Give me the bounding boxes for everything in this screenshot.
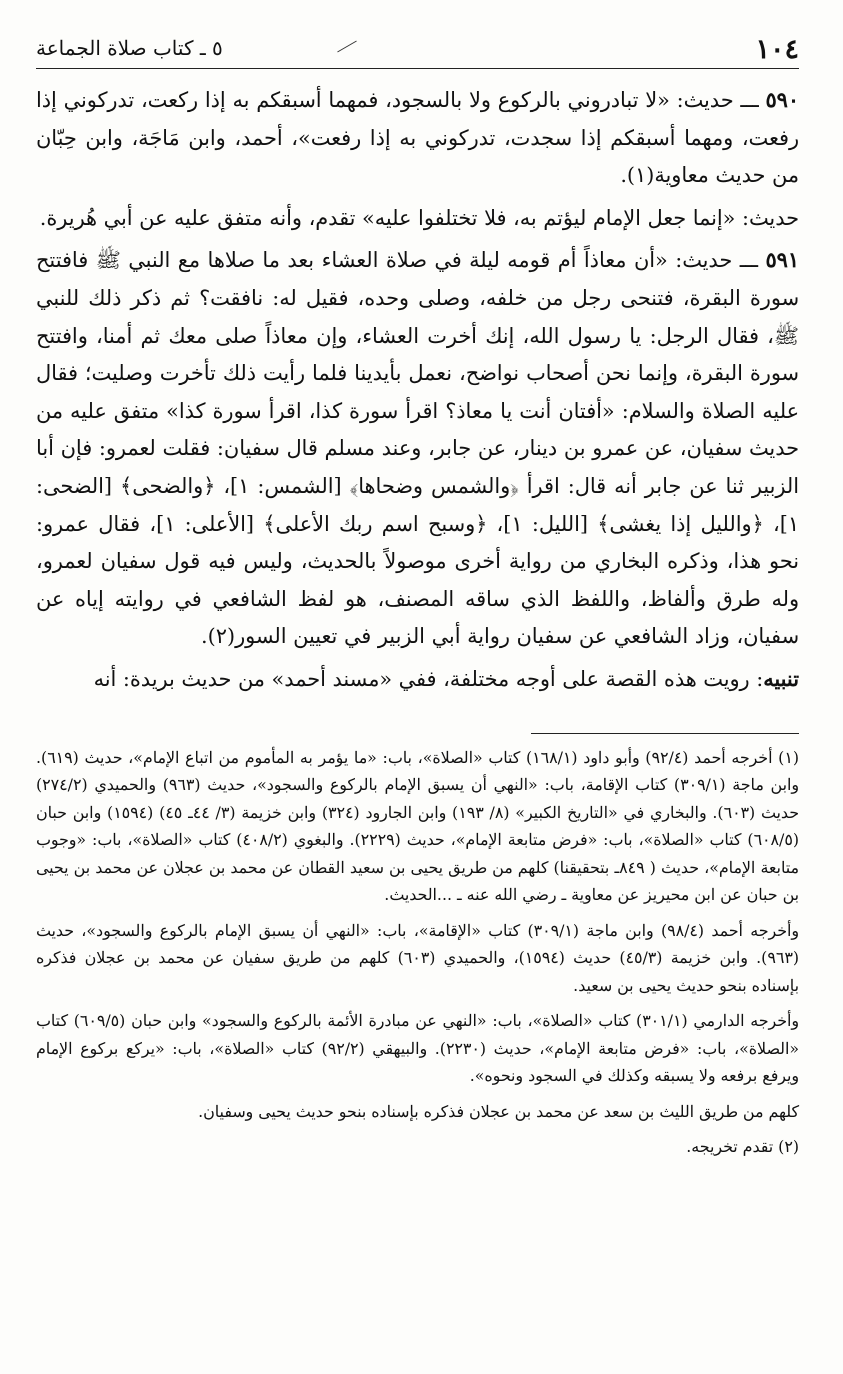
margin-mark (337, 41, 357, 53)
footnote-1: (١) أخرجه أحمد (٩٢/٤) وأبو داود (١٦٨/١) كتاب «الصلاة»، باب: «ما يؤمر به المأموم من اتباع الإمام»، حديث (٦١٩). وابن ماجة (٣٠٩/١) كتاب الإقامة، باب: «النهي أن يسبق الإمام بالركوع والسجود»، حديث (٩٦٣) والحميدي (٢٧٤/٢) حديث (٦٠٣). والبخاري في «التاريخ الكبير» (٨/ ١٩٣) وابن الجارود (٣٢٤) وابن خزيمة (٣/ ٤٤ـ ٤٥) (١٥٩٤) وابن حبان (٦٠٨/٥) كتاب «الصلاة»، باب: «فرض متابعة الإمام»، حديث (٢٢٢٩). والبغوي (٤٠٨/٢) كتاب «الصلاة»، باب: «وجوب متابعة الإمام»، حديث ( ٨٤٩ـ بتحقيقنا) كلهم من طريق يحيى بن سعيد القطان عن محمد بن عجلان عن محمد بن يحيى بن حبان عن ابن محيريز عن معاوية ـ رضي الله عنه ـ ...الحديث. (36, 747, 799, 904)
tanbih-label: تنبيه (763, 665, 799, 691)
paragraph-text: ـــ حديث: «أن معاذاً أم قومه ليلة في صلاة العشاء بعد ما صلاها مع النبي ﷺ فافتتح سورة البقرة، فتنحى رجل من خلفه، وصلى وحده، فقيل له: نافقت؟ ثم ذكر ذلك للنبي ﷺ، فقال الرجل: يا رسول الله، إنك أخرت العشاء، وإن معاذاً صلى معك ثم أمنا، وافتتح سورة البقرة، وإنما نحن أصحاب نواضح، نعمل بأيدينا فلما رأيت ذلك تأخرت وصليت؛ فقال عليه الصلاة والسلام: «أفتان أنت يا معاذ؟ اقرأ سورة كذا، اقرأ سورة كذا» متفق عليه من حديث سفيان، عن عمرو بن دينار، عن جابر، وعند مسلم قال سفيان: فقلت لعمرو: فإن أبا الزبير ثنا عن جابر أنه قال: اقرأ ﴿والشمس وضحاها﴾ [الشمس: ١]، ﴿والضحى﴾ [الضحى: ١]، ﴿والليل إذا يغشى﴾ [الليل: ١]، ﴿وسبح اسم ربك الأعلى﴾ [الأعلى: ١]، فقال عمرو: نحو هذا، وذكره البخاري من رواية أخرى موصولاً بالحديث، وليس فيه قول سفيان لعمرو، وله طرق وألفاظ، واللفظ الذي ساقه المصنف، هو لفظ الشافعي في روايته إياه عن سفيان، وزاد الشافعي عن سفيان رواية أبي الزبير في تعيين السور(٢). (36, 248, 800, 649)
book-page (36, 22, 799, 1374)
footnote-1-continued: كلهم من طريق الليث بن سعد عن محمد بن عجلان فذكره بإسناده بنحو حديث يحيى وسفيان. (198, 1101, 799, 1121)
paragraph-text: حديث: «إنما جعل الإمام ليؤتم به، فلا تختلفوا عليه» تقدم، وأنه متفق عليه عن أبي هُريرة. (39, 205, 799, 230)
footnote-divider (531, 733, 799, 734)
hadith-591 (36, 241, 799, 656)
hadith-590 (36, 81, 799, 195)
paragraph-text: : رويت هذه القصة على أوجه مختلفة، ففي «مسند أحمد» من حديث بريدة: أنه (93, 666, 764, 691)
page-number: ١٠٤ (755, 34, 799, 65)
hadith-number: ٥٩٠ (765, 87, 799, 112)
page-header (36, 22, 799, 69)
footnotes (36, 744, 799, 1161)
tanbih-paragraph (36, 660, 799, 699)
paragraph-text: ـــ حديث: «لا تبادروني بالركوع ولا بالسجود، فمهما أسبقكم به إذا ركعت، تدركوني إذا رفعت، ومهما أسبقكم إذا سجدت، تدركوني به إذا رفعت»، أحمد، وابن مَاجَة، وابن حِبّان من حديث معاوية(١). (36, 88, 799, 188)
footnote-2: (٢) تقدم تخريجه. (686, 1137, 799, 1156)
hadith-note (36, 199, 799, 238)
running-head: ٥ ـ كتاب صلاة الجماعة (36, 36, 223, 60)
hadith-number: ٥٩١ (765, 247, 799, 273)
footnote-1-continued: وأخرجه الدارمي (٣٠١/١) كتاب «الصلاة»، باب: «النهي عن مبادرة الأئمة بالركوع والسجود» وابن حبان (٦٠٩/٥) كتاب «الصلاة»، باب: «فرض متابعة الإمام»، حديث (٢٢٣٠). والبيهقي (٩٢/٢) كتاب «الصلاة»، باب: «يركع بركوع الإمام ويرفع برفعه ولا يسبقه وكذلك في السجود ونحوه». (36, 1011, 800, 1085)
footnote-1-continued: وأخرجه أحمد (٩٨/٤) وابن ماجة (٣٠٩/١) كتاب «الإقامة»، باب: «النهي أن يسبق الإمام بالركوع والسجود»، حديث (٩٦٣). وابن خزيمة (٤٥/٣) حديث (١٥٩٤)، والحميدي (٦٠٣) كلهم من طريق سفيان عن محمد بن عجلان فذكره بإسناده بنحو حديث يحيى بن سعيد. (36, 920, 799, 995)
main-text (36, 81, 799, 699)
